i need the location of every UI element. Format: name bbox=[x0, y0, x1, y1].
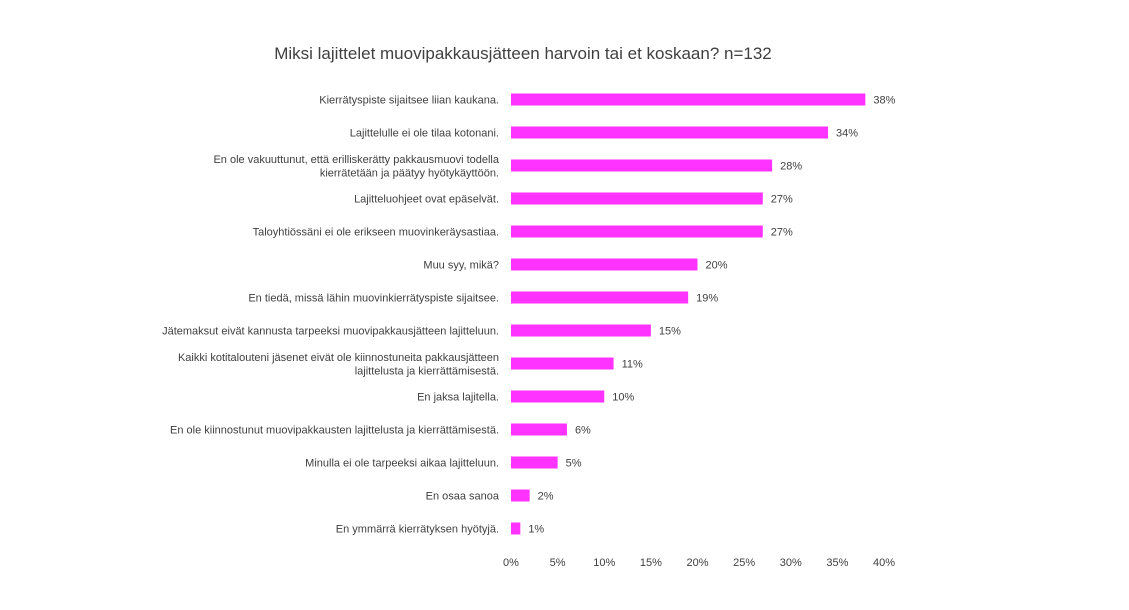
bar bbox=[511, 325, 651, 337]
data-label: 5% bbox=[565, 457, 582, 470]
bar bbox=[511, 226, 763, 238]
x-tick-label: 25% bbox=[733, 557, 756, 569]
data-label: 27% bbox=[770, 226, 793, 239]
category-label: Taloyhtiössäni ei ole erikseen muovinkeräysastiaa. bbox=[252, 226, 499, 239]
x-tick-label: 10% bbox=[593, 557, 616, 569]
data-label: 20% bbox=[705, 259, 728, 272]
x-tick-label: 30% bbox=[779, 557, 802, 569]
category-label: En ole kiinnostunut muovipakkausten lajittelusta ja kierrättämisestä. bbox=[170, 424, 499, 437]
category-label: Lajittelulle ei ole tilaa kotonani. bbox=[349, 127, 499, 140]
data-label: 15% bbox=[658, 325, 681, 338]
bar bbox=[511, 127, 828, 139]
data-label: 34% bbox=[836, 127, 859, 140]
bar bbox=[511, 424, 567, 436]
bar bbox=[511, 193, 763, 205]
x-tick-label: 40% bbox=[872, 557, 896, 569]
x-tick-label: 5% bbox=[549, 557, 566, 569]
data-label: 2% bbox=[537, 490, 554, 503]
category-label: En tiedä, missä lähin muovinkierrätyspiste sijaitsee. bbox=[248, 292, 499, 305]
bar bbox=[511, 490, 530, 502]
data-label: 11% bbox=[621, 358, 643, 371]
category-label: Muu syy, mikä? bbox=[423, 259, 499, 272]
category-label: En jaksa lajitella. bbox=[417, 391, 499, 404]
category-label: Lajitteluohjeet ovat epäselvät. bbox=[354, 193, 499, 206]
data-label: 10% bbox=[612, 391, 635, 404]
chart-title: Miksi lajittelet muovipakkausjätteen harvoin tai et koskaan? n=132 bbox=[274, 44, 772, 63]
data-label: 19% bbox=[696, 292, 719, 305]
x-tick-label: 15% bbox=[639, 557, 662, 569]
category-label: Kierrätyspiste sijaitsee liian kaukana. bbox=[319, 94, 499, 107]
bar bbox=[511, 94, 865, 106]
data-label: 28% bbox=[780, 160, 803, 173]
category-label: Minulla ei ole tarpeeksi aikaa lajitteluun. bbox=[305, 457, 499, 470]
bar bbox=[511, 160, 772, 172]
data-label: 27% bbox=[770, 193, 793, 206]
bar bbox=[511, 457, 558, 469]
data-label: 1% bbox=[528, 523, 545, 536]
bar bbox=[511, 259, 698, 271]
category-label: Kaikki kotitalouteni jäsenet eivät ole kiinnostuneita pakkausjätteen lajittelusta ja kierrättämisestä. bbox=[177, 351, 499, 378]
data-label: 38% bbox=[873, 94, 896, 107]
data-label: 6% bbox=[574, 424, 591, 437]
bar bbox=[511, 391, 604, 403]
bar bbox=[511, 358, 614, 370]
bar bbox=[511, 523, 520, 535]
x-tick-label: 0% bbox=[503, 557, 519, 569]
category-label: Jätemaksut eivät kannusta tarpeeksi muovipakkausjätteen lajitteluun. bbox=[162, 325, 499, 338]
x-tick-label: 35% bbox=[826, 557, 849, 569]
x-tick-label: 20% bbox=[686, 557, 709, 569]
bar bbox=[511, 292, 688, 304]
category-label: En osaa sanoa bbox=[425, 490, 499, 503]
category-label: En ymmärrä kierrätyksen hyötyjä. bbox=[335, 523, 499, 536]
category-label: En ole vakuuttunut, että erilliskerätty pakkausmuovi todella kierrätetään ja päätyy hyötykäyttöön. bbox=[213, 153, 499, 180]
